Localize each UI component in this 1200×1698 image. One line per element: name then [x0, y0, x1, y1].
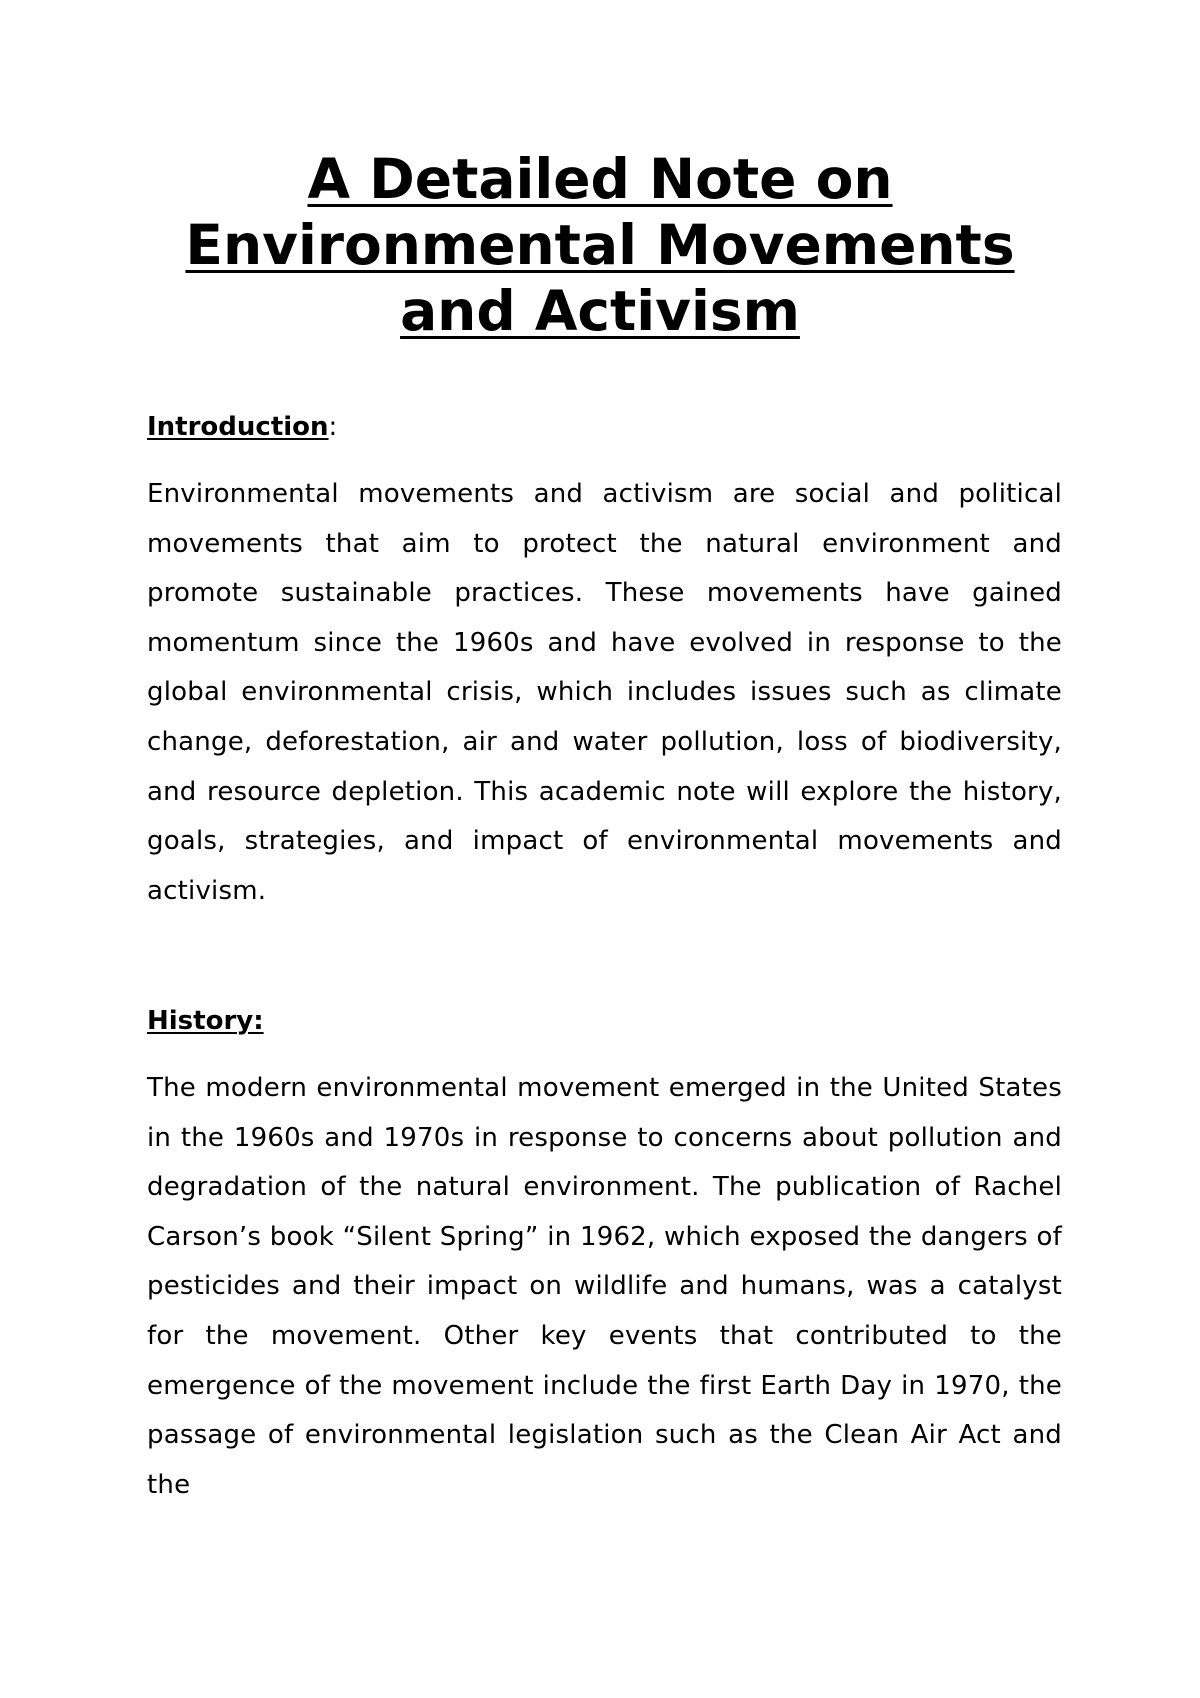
history-heading	[147, 1005, 264, 1037]
title-line: Environmental Movements	[185, 213, 1015, 277]
title-line: A Detailed Note on	[307, 147, 893, 211]
history-heading-label: History:	[147, 1006, 264, 1036]
introduction-paragraph: Environmental movements and activism are social and political movements that aim to protect the natural environment and promote sustainable practices. These movements have gained momentum since the 1960s and have evolved in response to the global environmental crisis, which includes issues such as climate change, deforestation, air and water pollution, loss of biodiversity, and resource depletion. This academic note will explore the history, goals, strategies, and impact of environmental movements and activism.	[147, 479, 1062, 906]
history-paragraph: The modern environmental movement emerged in the United States in the 1960s and 1970s in response to concerns about pollution and degradation of the natural environment. The publication of Rachel Carson’s book “Silent Spring” in 1962, which exposed the dangers of pesticides and their impact on wildlife and humans, was a catalyst for the movement. Other key events that contributed to the emergence of the movement include the first Earth Day in 1970, the passage of environmental legislation such as the Clean Air Act and the	[147, 1073, 1062, 1500]
introduction-heading	[147, 411, 337, 443]
title-line: and Activism	[400, 279, 800, 343]
introduction-heading-colon: :	[328, 412, 338, 442]
introduction-heading-label: Introduction	[147, 412, 329, 442]
document-title	[147, 146, 1053, 344]
